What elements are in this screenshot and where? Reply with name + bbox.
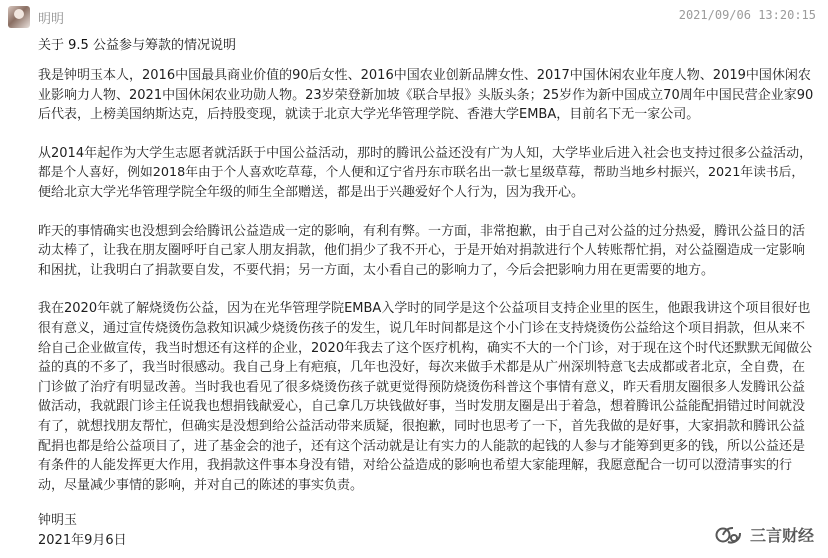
paragraph-line: 有条件的人能发挥更大作用，我捐款这件事本身没有错，对给公益造成的影响也希望大家能理解，我愿意配合一切可以澄清事实的行: [38, 458, 793, 474]
paragraph-line: 益的真的不多了，我当时很感动。我自己身上有疤痕，几年也没好，每次来做手术都是从广州深圳特意飞去成都或者北京，全自费，在: [38, 360, 806, 376]
message-paragraph: [38, 144, 813, 203]
message-title: 关于 9.5 公益参与筹款的情况说明: [38, 38, 236, 53]
paragraph-line: 从2014年起作为大学生志愿者就活跃于中国公益活动，那时的腾讯公益还没有广为人知，大学毕业后进入社会也支持过很多公益活动，: [38, 145, 813, 161]
signature: [38, 511, 127, 550]
message-paragraph: [38, 222, 813, 281]
paragraph-line: 门诊做了治疗有明显改善。当时我也看见了很多烧烫伤孩子就更觉得预防烧烫伤科普这个事情有意义，昨天看朋友圈很多人发腾讯公益: [38, 379, 806, 395]
message-body: [38, 66, 813, 514]
message-header: [0, 0, 828, 30]
paragraph-line: 和困扰，让我明白了捐款要自发，不要代捐；另一方面，太小看自己的影响力了，今后会把影响力用在更需要的地方。: [38, 262, 715, 278]
message-timestamp: 2021/09/06 13:20:15: [678, 8, 816, 22]
paragraph-line: 动太棒了，让我在朋友圈呼吁自己家人朋友捐款，他们捐少了我不开心，于是开始对捐款进行个人转账帮忙捐，对公益圈造成一定影响: [38, 243, 806, 259]
paragraph-line: 很有意义，通过宣传烧烫伤急救知识减少烧烫伤孩子的发生，说几年时间都是这个小门诊在支持烧烫伤公益给这个项目捐款，但从来不: [38, 320, 806, 336]
paragraph-line: 后代表，上榜美国纳斯达克，后持股变现，就读于北京大学光华管理学院、香港大学EMBA，目前名下无一家公司。: [38, 107, 700, 123]
message-paragraph: [38, 299, 813, 495]
wechat-official-account-icon: [714, 524, 744, 546]
paragraph-line: 便给北京大学光华管理学院全年级的师生全部赠送，都是出于兴趣爱好个人行为，因为我开心。: [38, 184, 585, 200]
paragraph-line: 配捐也都是给公益项目了，进了基金会的池子，还有这个活动就是让有实力的人能款的起钱的人参与才能筹到更多的钱，所以公益还是: [38, 438, 806, 454]
paragraph-line: 有了，就想找朋友帮忙，但确实是没想到给公益活动带来质疑，很抱歉，同时也思考了一下，首先我做的是好事，大家捐款和腾讯公益: [38, 418, 806, 434]
watermark: [714, 523, 814, 546]
paragraph-line: 做活动，我就跟门诊主任说我也想捐钱献爱心，自己拿几万块钱做好事，当时发朋友圈是出于着急，想着腾讯公益能配捐错过时间就没: [38, 399, 806, 415]
paragraph-line: 给自己企业做宣传，我当时想还有这样的企业，2020年我去了这个医疗机构，确实不大的一个门诊，对于现在这个时代还默默无闻做公: [38, 340, 813, 356]
paragraph-line: 业影响力人物、2021中国休闲农业功勋人物。23岁荣登新加坡《联合早报》头版头条；25岁作为新中国成立70周年中国民营企业家90: [38, 87, 814, 103]
sender-name[interactable]: 明明: [38, 12, 65, 27]
paragraph-line: 昨天的事情确实也没想到会给腾讯公益造成一定的影响，有利有弊。一方面，非常抱歉，由于自己对公益的过分热爱，腾讯公益日的活: [38, 223, 806, 239]
message-paragraph: [38, 66, 813, 125]
paragraph-line: 都是个人喜好，例如2018年由于个人喜欢吃草莓，个人便和辽宁省丹东市联名出一款七星级草莓，帮助当地乡村振兴，2021年读书后，: [38, 165, 805, 181]
paragraph-line: 我在2020年就了解烧烫伤公益，因为在光华管理学院EMBA入学时的同学是这个公益项目支持企业里的医生，他跟我讲这个项目很好也: [38, 301, 811, 317]
avatar[interactable]: [8, 6, 30, 28]
watermark-text: 三言财经: [749, 526, 814, 545]
paragraph-line: 我是钟明玉本人，2016中国最具商业价值的90后女性、2016中国农业创新品牌女性、2017中国休闲农业年度人物、2019中国休闲农: [38, 68, 811, 83]
paragraph-line: 动，尽量减少事情的影响，并对自己的陈述的事实负责。: [38, 477, 364, 493]
signature-name: 钟明玉: [38, 513, 78, 528]
signature-date: 2021年9月6日: [38, 532, 127, 548]
